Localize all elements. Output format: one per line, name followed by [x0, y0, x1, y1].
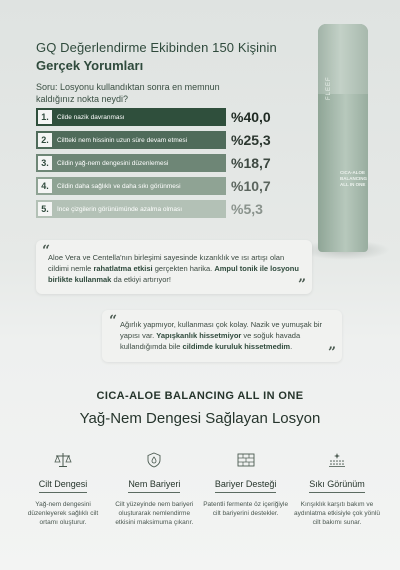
survey-result-row — [36, 200, 276, 218]
result-percent: %10,7 — [231, 178, 271, 194]
feature-desc: Cilt yüzeyinde nem bariyeri oluşturarak nemlendirme etkisini maksimuma çıkarır. — [115, 501, 194, 526]
result-percent: %40,0 — [231, 109, 271, 125]
section-subtitle: Yağ-Nem Dengesi Sağlayan Losyon — [79, 410, 321, 427]
result-label: Ciltteki nem hissinin uzun süre devam etmesi — [57, 136, 188, 144]
result-label: Cildin daha sağlıklı ve daha sıkı görünmesi — [57, 182, 181, 190]
result-bar — [36, 200, 226, 218]
close-quote-icon: ” — [297, 277, 306, 293]
close-quote-icon: ” — [327, 345, 336, 361]
review-quote-card — [102, 310, 342, 362]
survey-result-row — [36, 108, 276, 126]
water-drop-shield-icon — [145, 452, 163, 468]
result-label: İnce çizgilerin görünümünde azalma olması — [57, 205, 183, 213]
feature-title: Cilt Dengesi — [39, 479, 88, 493]
result-label: Cildin yağ-nem dengesini düzenlemesi — [57, 159, 169, 167]
result-bar — [36, 131, 226, 149]
result-bar — [36, 108, 226, 126]
survey-results — [36, 108, 276, 223]
result-rank: 4. — [38, 179, 52, 193]
open-quote-icon: “ — [109, 313, 118, 329]
feature-item — [111, 452, 197, 527]
feature-desc: Kırışıklık karşıtı bakım ve aydınlatma etkisiyle çok yönlü cilt bakımı sunar. — [293, 501, 380, 526]
feature-desc: Patentli fermente öz içeriğiyle cilt bariyerini destekler. — [203, 501, 289, 517]
result-rank: 3. — [38, 156, 52, 170]
balance-scale-icon — [54, 452, 72, 468]
barrier-wall-icon — [237, 452, 255, 468]
review-title: GQ Değerlendirme Ekibinden 150 Kişinin — [36, 40, 277, 55]
result-percent: %5,3 — [231, 201, 263, 217]
result-rank: 5. — [38, 202, 52, 216]
feature-desc: Yağ-nem dengesini düzenleyerek sağlıklı cilt ortamı oluşturur. — [27, 501, 99, 526]
result-label: Cilde nazik davranması — [57, 113, 125, 121]
section-title: CICA-ALOE BALANCING ALL IN ONE — [96, 390, 304, 402]
review-quote-text: Ağırlık yapmıyor, kullanması çok kolay. Nazik ve yumuşak bir yapısı var. Yapışkanlık hissetmiyor ve soğuk havada kullandığımda bile cildimde kuruluk hissetmedim. — [120, 320, 323, 351]
sparkle-texture-icon — [328, 452, 346, 468]
bottle-label-line1: CICA-ALOE BALANCING ALL IN ONE — [340, 170, 367, 187]
review-quote-text: Aloe Vera ve Centella'nın birleşimi sayesinde kızarıklık ve ısı artışı olan cildimi nemle rahatlatma etkisi gerçekten harika. Ampul tonik ile losyonu birlikte kullanmak da etkiyi artırıyor! — [48, 253, 299, 284]
feature-item — [20, 452, 106, 527]
result-percent: %25,3 — [231, 132, 271, 148]
result-bar — [36, 154, 226, 172]
result-percent: %18,7 — [231, 155, 271, 171]
feature-list — [20, 452, 380, 527]
open-quote-icon: “ — [42, 243, 51, 259]
survey-question: Soru: Losyonu kullandıktan sonra en memnun kaldığınız nokta neydi? — [36, 82, 220, 104]
result-bar — [36, 177, 226, 195]
review-subtitle: Gerçek Yorumları — [36, 58, 144, 73]
result-rank: 2. — [38, 133, 52, 147]
survey-result-row — [36, 154, 276, 172]
feature-item — [203, 452, 289, 527]
result-rank: 1. — [38, 110, 52, 124]
feature-title: Sıkı Görünüm — [309, 479, 365, 493]
feature-title: Nem Bariyeri — [128, 479, 180, 493]
survey-result-row — [36, 177, 276, 195]
survey-result-row — [36, 131, 276, 149]
feature-title: Bariyer Desteği — [215, 479, 277, 493]
bottle-brand-text: FLEEF — [326, 76, 332, 100]
review-quote-card — [36, 240, 312, 294]
feature-item — [294, 452, 380, 527]
